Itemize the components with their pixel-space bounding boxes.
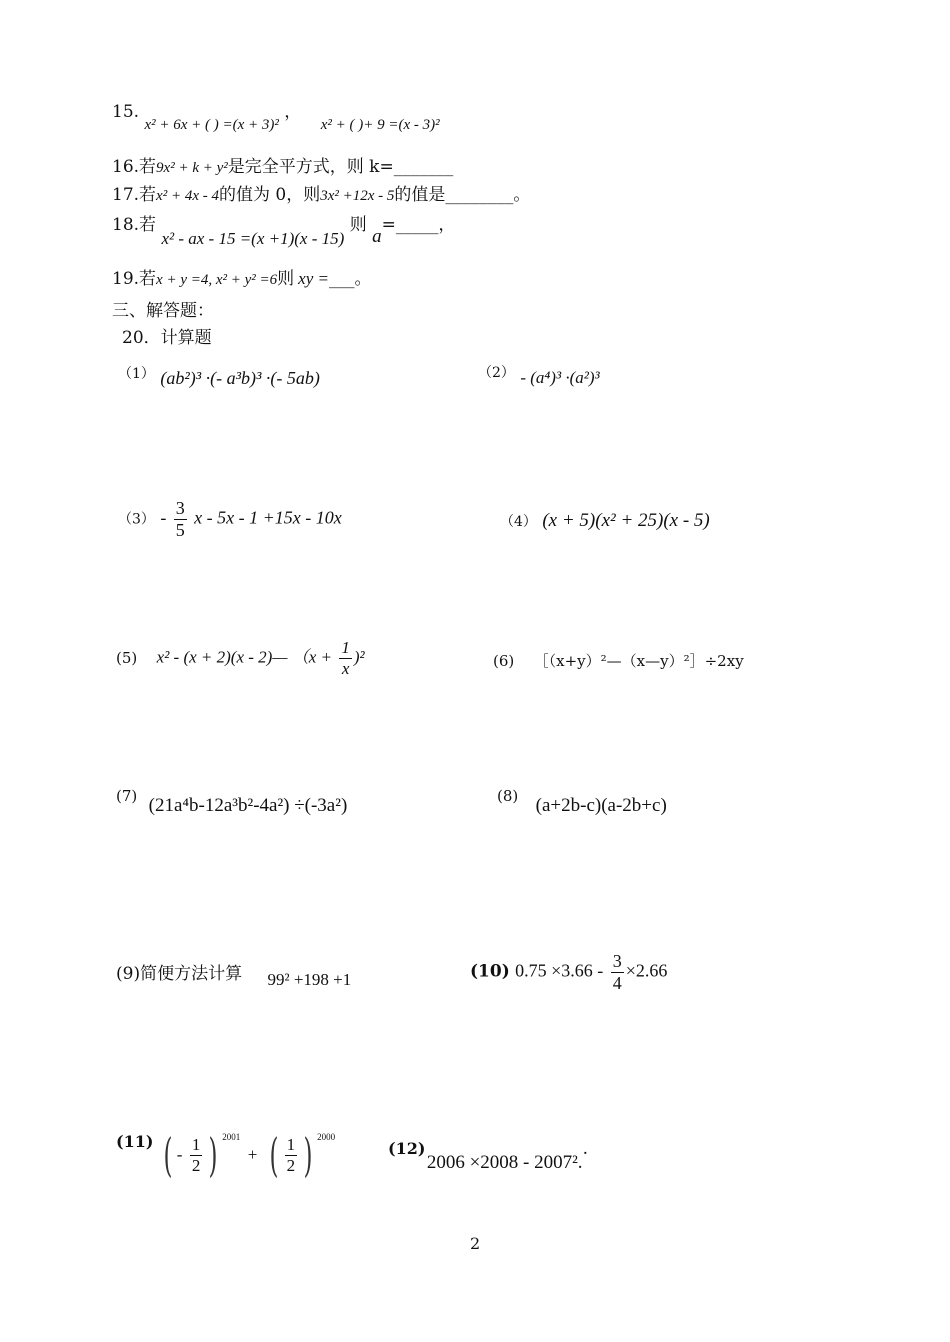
item-11-sign: - <box>176 1144 183 1164</box>
item-11-left-paren-2: ( <box>269 1128 279 1182</box>
item-3-sign: - <box>160 507 167 528</box>
q16-line <box>112 157 453 177</box>
item-6-expr: ［（x+y）²—（x—y）²］÷2xy <box>533 652 744 670</box>
item-11-fraction-2 <box>285 1135 298 1175</box>
item-10-denominator: 4 <box>612 972 622 993</box>
q19-expr: x + y =4, x² + y² =6 <box>156 272 278 288</box>
item-11-denominator-2: 2 <box>286 1155 296 1175</box>
q18-line <box>112 214 456 248</box>
item-11-exponent-2: 2000 <box>317 1132 336 1142</box>
q16-prefix: 16.若 <box>112 157 157 177</box>
item-12-expr: 2006 ×2008 - 2007². <box>426 1152 583 1173</box>
item-5-expr: x² - (x + 2)(x - 2)— （x + <box>156 647 332 667</box>
item-11-left-paren-1: ( <box>163 1128 173 1182</box>
q20-heading: 20．计算题 <box>122 328 212 348</box>
item-6 <box>493 651 744 671</box>
q16-expr: 9x² + k + y² <box>156 160 228 176</box>
item-11-right-paren-2: ) <box>303 1128 313 1182</box>
q18-var: a <box>372 226 382 247</box>
item-10 <box>470 951 667 993</box>
item-9-expr: 99² +198 +1 <box>267 970 352 989</box>
q17-prefix: 17.若 <box>112 185 157 205</box>
item-3 <box>118 498 342 540</box>
item-2-expr: - (a⁴)³ ·(a²)³ <box>520 368 600 387</box>
item-8-label: (8) <box>497 787 519 805</box>
item-3-label: （3） <box>118 511 155 528</box>
q15-line <box>112 102 440 133</box>
item-6-label: (6) <box>493 652 515 670</box>
item-11-label: (11) <box>116 1132 154 1151</box>
item-5-fraction <box>339 638 352 678</box>
q19-prefix: 19.若 <box>112 269 157 289</box>
item-5-expr-end: )² <box>353 647 365 667</box>
item-10-expr: 0.75 ×3.66 - <box>515 960 604 981</box>
item-11-numerator-1: 1 <box>191 1134 201 1154</box>
q15-expr-1: x² + 6x + ( ) =(x + 3)² <box>144 117 279 133</box>
item-4-label: （4） <box>500 514 537 530</box>
item-5-denominator: x <box>341 658 350 678</box>
q19-mid: 则 <box>277 269 295 289</box>
item-7-expr: (21a⁴b-12a³b²-4a²) ÷(-3a²) <box>148 795 348 816</box>
item-3-denominator: 5 <box>175 519 185 540</box>
q17-line <box>112 185 530 205</box>
page-number: 2 <box>470 1234 481 1253</box>
q15-expr-2: x² + ( )+ 9 =(x - 3)² <box>320 117 440 133</box>
item-5 <box>116 638 365 678</box>
item-8-expr: (a+2b-c)(a-2b+c) <box>535 795 667 816</box>
item-11-fraction-1 <box>190 1135 203 1175</box>
item-2 <box>478 362 600 387</box>
item-10-expr-end: ×2.66 <box>625 960 668 981</box>
q17-suffix: 的值是________。 <box>394 185 531 205</box>
item-4-expr: (x + 5)(x² + 25)(x - 5) <box>542 510 710 531</box>
item-2-label: （2） <box>478 365 515 381</box>
q18-expr: x² - ax - 15 =(x +1)(x - 15) <box>161 229 345 248</box>
q17-expr-2: 3x² +12x - 5 <box>320 188 395 204</box>
q17-expr-1: x² + 4x - 4 <box>156 188 219 204</box>
item-1-expr: (ab²)³ ·(- a³b)³ ·(- 5ab) <box>160 368 320 388</box>
section-3-heading: 三、解答题： <box>112 301 214 321</box>
item-9 <box>116 964 352 989</box>
q17-mid: 的值为 0，则 <box>218 185 321 205</box>
item-11-exponent-1: 2001 <box>222 1132 241 1142</box>
q15-sep: ， <box>284 102 302 122</box>
item-11 <box>116 1128 336 1182</box>
item-9-label: (9)简便方法计算 <box>116 964 243 984</box>
item-1-label: （1） <box>118 366 155 382</box>
q19-var: xy = <box>298 269 329 288</box>
item-3-expr: x - 5x - 1 +15x - 10x <box>194 507 342 528</box>
item-5-label: (5) <box>116 648 138 667</box>
q19-suffix: ___。 <box>328 269 372 289</box>
item-11-plus: + <box>247 1144 258 1164</box>
item-1 <box>118 362 320 388</box>
q18-suffix: =_____， <box>381 215 456 235</box>
q16-suffix: 是完全平方式，则 k=_______ <box>227 157 454 177</box>
item-11-right-paren-1: ) <box>208 1128 218 1182</box>
item-10-numerator: 3 <box>612 951 622 971</box>
item-5-numerator: 1 <box>341 638 350 657</box>
q18-prefix: 18.若 <box>112 215 157 235</box>
q15-label: 15. <box>112 102 140 122</box>
item-10-fraction <box>611 951 624 993</box>
item-3-fraction <box>174 498 187 540</box>
item-10-label: (10) <box>470 961 510 982</box>
item-12-label: (12) <box>388 1139 426 1158</box>
item-11-numerator-2: 1 <box>286 1134 296 1154</box>
item-12 <box>388 1138 588 1173</box>
item-11-denominator-1: 2 <box>191 1155 201 1175</box>
item-7 <box>116 785 348 816</box>
item-12-dot: . <box>582 1139 588 1159</box>
q18-mid: 则 <box>349 215 367 235</box>
item-8 <box>497 785 667 816</box>
q19-line <box>112 269 371 289</box>
item-7-label: (7) <box>116 787 138 805</box>
item-3-numerator: 3 <box>175 498 185 518</box>
item-4 <box>500 510 710 533</box>
